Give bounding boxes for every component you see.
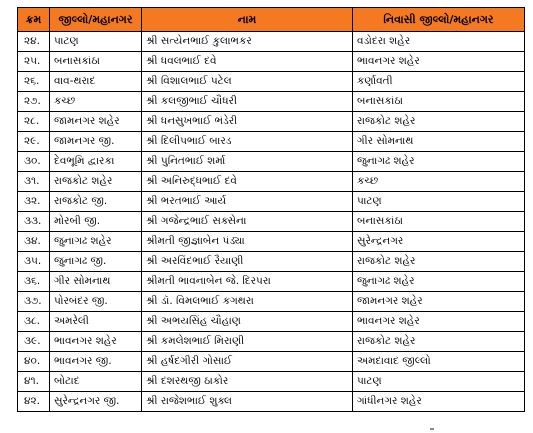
table-row [18,232,525,252]
cell-district: સુરેન્દ્રનગર જી. [50,392,142,412]
header-row [18,8,525,32]
cell-name: શ્રી ડૉ. વિમલભાઈ કગથરા [142,292,353,312]
table-row [18,312,525,332]
cell-residence: બનાસકાંઠા [353,92,525,112]
cell-kram: ૩૩. [18,212,50,232]
table-row [18,172,525,192]
cell-kram: ૩૫. [18,252,50,272]
cell-kram: ૩૨. [18,192,50,212]
cell-residence: જામનગર શહેર [353,292,525,312]
cell-residence: પાટણ [353,372,525,392]
cell-district: જામનગર જી. [50,132,142,152]
table-row [18,392,525,412]
cell-kram: ૩૬. [18,272,50,292]
cell-name: શ્રી પુનિતભાઈ શર્મા [142,152,353,172]
table-row [18,292,525,312]
cell-residence: કર્ણાવતી [353,72,525,92]
table-row [18,212,525,232]
cell-residence: કચ્છ [353,172,525,192]
table-row [18,92,525,112]
cell-kram: ૨૮. [18,112,50,132]
cell-name: શ્રીમતી જીજ્ઞાબેન પંડ્યા [142,232,353,252]
table-row [18,372,525,392]
cell-district: કચ્છ [50,92,142,112]
page-mark [430,428,434,430]
header-district: જીલ્લો/મહાનગર [50,8,142,32]
cell-residence: ભાવનગર શહેર [353,312,525,332]
cell-name: શ્રી કલજીભાઈ ચૌધરી [142,92,353,112]
cell-district: અમરેલી [50,312,142,332]
table-row [18,332,525,352]
cell-residence: અમદાવાદ જીલ્લો [353,352,525,372]
cell-district: પોરબંદર જી. [50,292,142,312]
cell-district: રાજકોટ જી. [50,192,142,212]
cell-name: શ્રી ગજેન્દ્રભાઈ સક્સેના [142,212,353,232]
cell-kram: ૩૮. [18,312,50,332]
cell-district: જામનગર શહેર [50,112,142,132]
cell-name: શ્રી સત્યેનભાઈ કુલાભકર [142,32,353,52]
header-name: નામ [142,8,353,32]
cell-kram: ૪૦. [18,352,50,372]
cell-kram: ૨૪. [18,32,50,52]
table-row [18,152,525,172]
cell-residence: ગાંધીનગર શહેર [353,392,525,412]
cell-residence: બનાસકાંઠા [353,212,525,232]
table-row [18,352,525,372]
cell-kram: ૩૭. [18,292,50,312]
cell-district: બનાસકાંઠા [50,52,142,72]
cell-kram: ૪૨. [18,392,50,412]
table-row [18,192,525,212]
table-row [18,272,525,292]
cell-residence: જુનાગઢ શહેર [353,272,525,292]
cell-name: શ્રી દિલીપભાઈ બારડ [142,132,353,152]
cell-name: શ્રી દશરથજી ઠાકોર [142,372,353,392]
cell-name: શ્રી અરવિંદભાઈ રૈયાણી [142,252,353,272]
cell-district: દેવભૂમિ દ્વારકા [50,152,142,172]
cell-district: જુનાગઢ શહેર [50,232,142,252]
table-row [18,32,525,52]
header-kram: ક્રમ [18,8,50,32]
cell-name: શ્રી અભયસિંહ ચૌહાણ [142,312,353,332]
cell-name: શ્રીમતી ભાવનાબેન જે. દિરપરા [142,272,353,292]
cell-district: ગીર સોમનાથ [50,272,142,292]
cell-residence: પાટણ [353,192,525,212]
cell-district: મોરબી જી. [50,212,142,232]
cell-residence: રાજકોટ શહેર [353,332,525,352]
header-residence: નિવાસી જીલ્લો/મહાનગર [353,8,525,32]
cell-district: ભાવનગર જી. [50,352,142,372]
table-row [18,112,525,132]
cell-name: શ્રી કમલેશભાઈ મિરાણી [142,332,353,352]
assignment-table [17,7,525,412]
table-row [18,132,525,152]
table-row [18,252,525,272]
cell-kram: ૩૧. [18,172,50,192]
cell-residence: વડોદરા શહેર [353,32,525,52]
cell-residence: ભાવનગર શહેર [353,52,525,72]
cell-district: રાજકોટ શહેર [50,172,142,192]
cell-district: બોટાદ [50,372,142,392]
cell-residence: રાજકોટ શહેર [353,112,525,132]
cell-district: ભાવનગર શહેર [50,332,142,352]
cell-name: શ્રી અનિરુદ્ધભાઈ દવે [142,172,353,192]
cell-kram: ૨૭. [18,92,50,112]
cell-residence: સુરેન્દ્રનગર [353,232,525,252]
cell-residence: ગીર સોમનાથ [353,132,525,152]
cell-residence: રાજકોટ શહેર [353,252,525,272]
cell-district: વાવ-થરાદ [50,72,142,92]
cell-kram: ૪૧. [18,372,50,392]
cell-name: શ્રી રાજેશભાઈ શુક્લ [142,392,353,412]
cell-kram: ૨૬. [18,72,50,92]
cell-kram: ૩૯. [18,332,50,352]
cell-name: શ્રી ધનસુખભાઈ ભંડેરી [142,112,353,132]
table-row [18,52,525,72]
cell-name: શ્રી વિશાલભાઈ પટેલ [142,72,353,92]
cell-district: પાટણ [50,32,142,52]
cell-residence: જુનાગઢ શહેર [353,152,525,172]
cell-name: શ્રી ભરતભાઈ આર્ય [142,192,353,212]
table-body [18,32,525,412]
cell-kram: ૨૫. [18,52,50,72]
cell-name: શ્રી ધવલભાઈ દવે [142,52,353,72]
table-row [18,72,525,92]
cell-kram: ૨૯. [18,132,50,152]
cell-kram: ૩૪. [18,232,50,252]
cell-name: શ્રી હર્ષદગીરી ગોસાઈ [142,352,353,372]
cell-district: જુનાગઢ જી. [50,252,142,272]
cell-kram: ૩૦. [18,152,50,172]
